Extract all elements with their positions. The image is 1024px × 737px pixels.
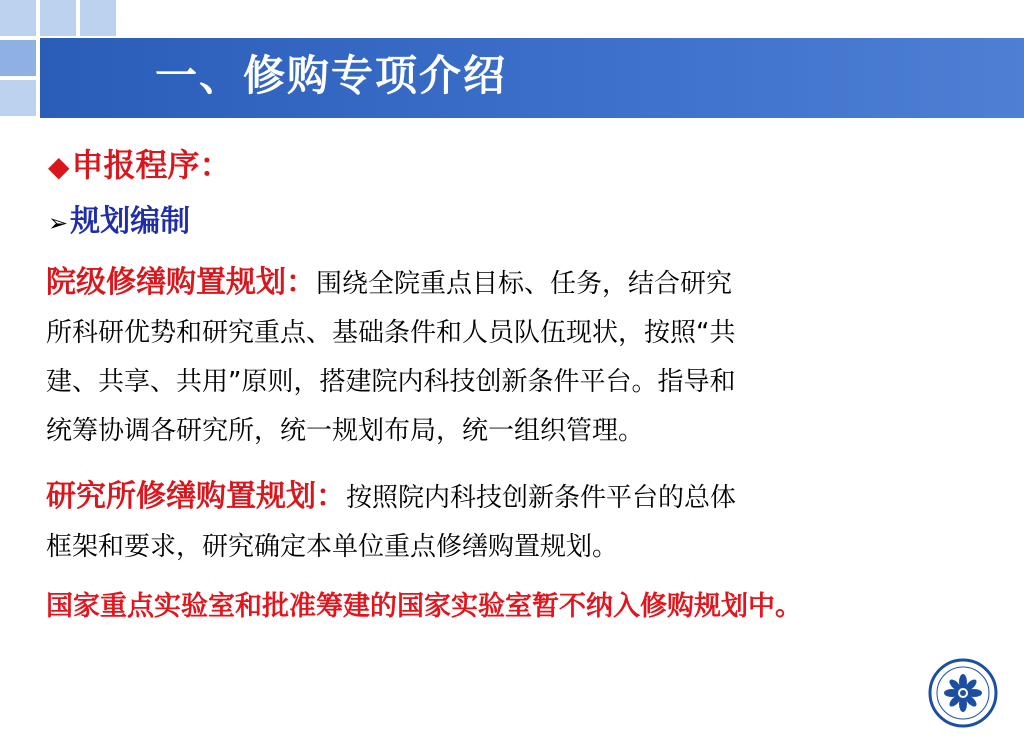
paragraph-label: 院级修缮购置规划： <box>46 265 316 300</box>
decor-square <box>0 40 36 76</box>
section-heading <box>48 140 232 186</box>
paragraph-line: 框架和要求，研究确定本单位重点修缮购置规划。 <box>46 532 619 562</box>
paragraph-line: 统筹协调各研究所，统一规划布局，统一组织管理。 <box>46 416 645 446</box>
paragraph-label: 研究所修缮购置规划： <box>46 479 346 514</box>
paragraph-text: 按照院内科技创新条件平台的总体 <box>346 483 737 513</box>
section-heading-text: 申报程序： <box>71 146 232 184</box>
paragraph-line <box>46 472 946 523</box>
cas-logo <box>928 658 998 728</box>
paragraph-text: 围绕全院重点目标、任务，结合研究 <box>316 269 733 299</box>
diamond-icon: ◆ <box>48 150 70 183</box>
paragraph-line <box>46 258 946 309</box>
decor-square <box>80 0 116 36</box>
paragraph-academy-plan <box>46 258 946 456</box>
paragraph-institute-plan <box>46 472 946 572</box>
sub-heading-text: 规划编制 <box>70 204 191 239</box>
decor-square <box>0 0 36 36</box>
arrowhead-icon: ➢ <box>48 209 69 237</box>
exclusion-note: 国家重点实验室和批准筹建的国家实验室暂不纳入修购规划中。 <box>46 591 802 622</box>
paragraph-line: 建、共享、共用”原则，搭建院内科技创新条件平台。指导和 <box>46 367 736 397</box>
slide-title: 一、修购专项介绍 <box>155 51 508 100</box>
paragraph-line: 所科研优势和研究重点、基础条件和人员队伍现状，按照“共 <box>46 318 736 348</box>
decor-square <box>0 80 36 116</box>
decor-square <box>40 0 76 36</box>
sub-heading <box>48 196 190 240</box>
